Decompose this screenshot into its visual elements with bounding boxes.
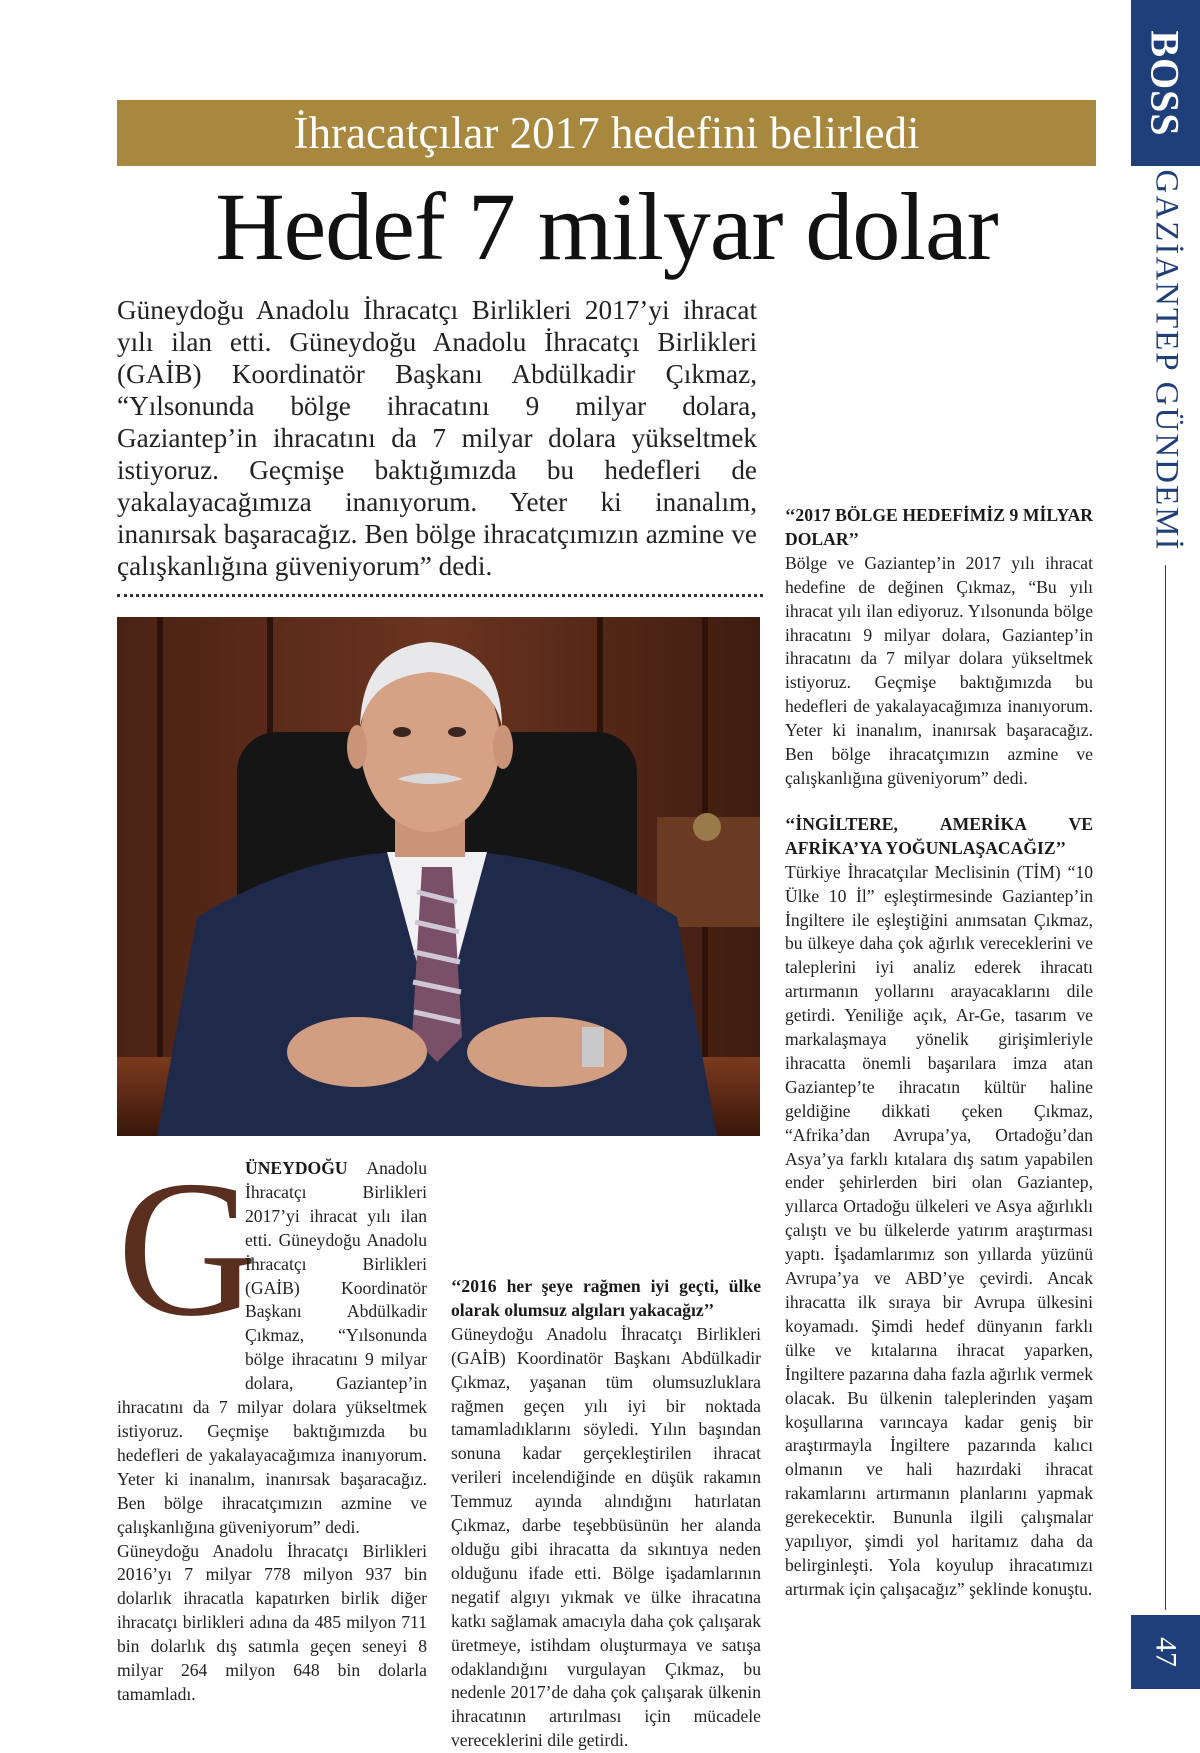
opening-word: ÜNEYDOĞU <box>245 1158 348 1178</box>
kicker-text: İhracatçılar 2017 hedefini belirledi <box>293 108 920 158</box>
kicker-banner <box>117 100 1096 166</box>
paragraph-text: Güneydoğu Anadolu İhracatçı Birlikleri 2016’yı 7 milyar 778 milyon 937 bin dolarlık ihracatla kapatırken birlik diğer ihracatçı birlikleri adına da 485 milyon 711 bin dolarlık dış satımla geçen seneyi 8 milyar 264 milyon 648 bin dolarla tamamladı. <box>117 1540 427 1704</box>
paragraph-text: Anadolu İhracatçı Birlikleri 2017’yi ihracat yılı ilan etti. Güneydoğu Anadolu İhracatçı Birlikleri (GAİB) Koordinatör Başkanı Abdülkadir Çıkmaz, “Yılsonunda bölge ihracatını 9 milyar dolara, Gaziantep’in ihracatını da 7 milyar dolara yükseltmek istiyoruz. Geçmişe baktığımızda bu hedefleri de yakalayacağımıza inanıyorum. Yeter ki inanalım, inanırsak başaracağız. Ben bölge ihracatçımızın azmine ve çalışkanlığına güveniyorum” dedi. <box>117 1158 427 1537</box>
article-paragraph: Bölge ve Gaziantep’in 2017 yılı ihracat hedefine de değinen Çıkmaz, “Bu yılı ihracat yılı ilan ediyoruz. Yılsonunda bölge ihracatını 9 milyar dolara, Gaziantep’in ihracatını da 7 milyar dolara yükseltmek istiyoruz. Geçmişe baktığımızda bu hedefleri de yakalayacağımıza inanıyorum. Yeter ki inanalım, inanırsak başaracağız. Ben bölge ihracatçımızın azmine ve çalışkanlığına güveniyorum” dedi. <box>785 552 1093 788</box>
article-column-1 <box>117 1141 427 1707</box>
section-label: GAZİANTEP GÜNDEMİ <box>1148 169 1185 551</box>
article-paragraph: Türkiye İhracatçılar Meclisinin (TİM) “10 Ülke 10 İl” eşleştirmesinde Gaziantep’in İngiltere ile eşleştiğini anımsatan Çıkmaz, bu ülkeye daha çok ağırlık vereceklerini ve taleplerini iyi analiz ederek ihracatı artırmanın yollarını arayacaklarını dile getirdi. Yeniliğe açık, Ar-Ge, tasarım ve markalaşmaya yönelik girişimleriyle ihracatta önemli başarılara imza atan Gaziantep’te ihracatın kültür haline geldiğine dikkati çeken Çıkmaz, “Afrika’dan Avrupa’ya, Ortadoğu’dan Asya’ya farklı kıtalara dış satım yapabilen ender şehirlerden biri olan Gaziantep, yıllarca Ortadoğu ülkeleri ve Asya ağırlıklı çalıştı ve bu ülkelerde yatırım araştırması yaptı. İşadamlarımız son yıllarda yüzünü Avrupa’ya ve ABD’ye çevirdi. Ancak ihracatta ilk sıraya bir Avrupa ülkesini koyamadı. Şimdi hedef dünyanın farklı ülke ve kıtalarına ihracat yaparken, İngiltere pazarına daha fazla ağırlık vermek olacak. Bu ülkenin taleplerinden yaşam koşullarına varıncaya kadar geniş bir araştırmayla İngiltere pazarında kalıcı olmanın ve hali hazırdaki ihracat rakamlarını artırmanın planlarını yapmak gerekecektir. Bununla ilgili çalışmalar yapılıyor, şimdi yol haritamız daha da belirginleşti. Yola koyulup ihracatımızı artırmak için çalışacağız” şeklinde konuştu. <box>785 861 1093 1599</box>
article-paragraph: Güneydoğu Anadolu İhracatçı Birlikleri (GAİB) Koordinatör Başkanı Abdülkadir Çıkmaz, yaşanan tüm olumsuzluklara rağmen geçen yılı iyi bir noktada tamamladıklarını söyledi. Yılın başından sonuna kadar gerçekleştirilen ihracat verileri incelendiğinde en düşük rakamın Temmuz ayında alındığını hatırlatan Çıkmaz, darbe teşebbüsünün her alanda olduğu gibi ihracatta da sıkıntıya neden olduğunu ifade etti. Bölge işadamlarının negatif algıyı yıkmak ve ülke ihracatına katkı sağlamak amacıyla daha çok çalışarak üretmeye, istihdam oluşturmaya ve satışa odaklandığını vurgulayan Çıkmaz, bu nedenle 2017’de daha çok çalışarak ülkenin ihracatının artırılması için mücadele vereceklerini dile getirdi. <box>451 1323 761 1751</box>
article-column-2 <box>451 1157 761 1753</box>
subheading: ‘‘2017 BÖLGE HEDEFİMİZ 9 MİLYAR DOLAR’’ <box>785 505 1093 549</box>
brand-logo: BOSS <box>1143 29 1189 137</box>
portrait-photo <box>117 617 760 1136</box>
headline: Hedef 7 milyar dolar <box>215 173 998 280</box>
article-paragraph <box>117 1540 427 1707</box>
dotted-divider <box>117 594 763 597</box>
lead-paragraph: Güneydoğu Anadolu İhracatçı Birlikleri 2017’yi ihracat yılı ilan etti. Güneydoğu Anadolu İhracatçı Birlikleri (GAİB) Koordinatör Başkanı Abdülkadir Çıkmaz, “Yılsonunda bölge ihracatını 9 milyar dolara, Gaziantep’in ihracatını da 7 milyar dolara yükseltmek istiyoruz. Geçmişe baktığımızda bu hedefleri de yakalayacağımıza inanıyorum. Yeter ki inanalım, inanırsak başaracağız. Ben bölge ihracatçımızın azmine ve çalışkanlığına güveniyorum” dedi. <box>117 295 757 581</box>
drop-cap: G <box>117 1141 258 1357</box>
page-number: 47 <box>1131 1615 1200 1689</box>
subheading: ‘‘2016 her şeye rağmen iyi geçti, ülke olarak olumsuz algıları yakacağız’’ <box>451 1276 761 1320</box>
article-column-3 <box>785 294 1093 1602</box>
subheading: ‘‘İNGİLTERE, AMERİKA VE AFRİKA’YA YOĞUNLAŞACAĞIZ’’ <box>785 813 1093 858</box>
sidebar-divider <box>1165 565 1166 1610</box>
